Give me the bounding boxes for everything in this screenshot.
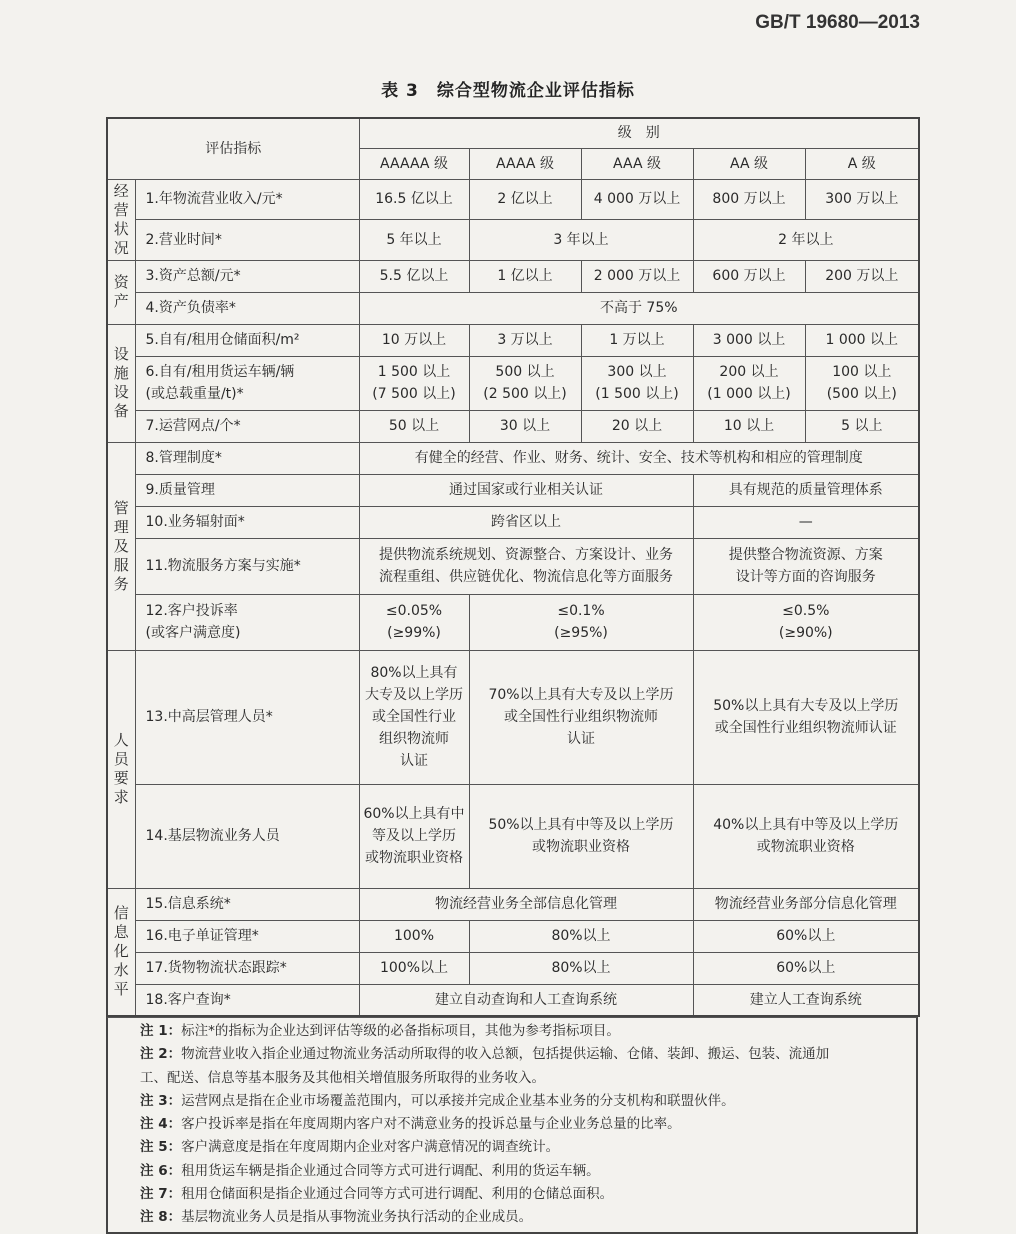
cell-line: 80%以上具有 [370,665,458,681]
category-operation: 经 营 状 况 [107,179,135,260]
table-notes [106,1017,918,1234]
cell-line: (7 500 以上) [372,386,456,402]
row-11-indicator: 11.物流服务方案与实施* [135,538,359,594]
cell [693,538,919,594]
cell-line: 提供整合物流资源、方案 [728,547,883,563]
note-text: 基层物流业务人员是指从事物流业务执行活动的企业成员。 [181,1209,533,1226]
cell-line: 或全国性行业组织物流师认证 [714,720,897,736]
cell-line: 或全国性行业 [372,709,456,725]
note-1 [140,1020,910,1043]
level-aaaa: AAAA 级 [469,148,581,179]
cell-line: (2 500 以上) [483,386,567,402]
row-18-indicator: 18.客户查询* [135,984,359,1016]
cell [469,594,693,650]
note-label: 注 3： [140,1092,182,1109]
cell [693,356,805,410]
note-6 [140,1160,910,1183]
cell: 80%以上 [469,920,693,952]
table-title: 表 3 综合型物流企业评估指标 [381,81,635,101]
cell: 5.5 亿以上 [359,260,469,292]
cell: 3 000 以上 [693,324,805,356]
cell: 1 亿以上 [469,260,581,292]
cell: 2 000 万以上 [581,260,693,292]
cell-line: 认证 [567,731,595,747]
note-label: 注 4： [140,1116,182,1133]
note-8 [140,1206,910,1229]
cell [359,784,469,888]
cell [469,356,581,410]
cell-line: 或全国性行业组织物流师 [504,709,658,725]
note-label: 注 6： [140,1162,182,1179]
row-10 [107,506,919,538]
cell-line: 大专及以上学历 [365,687,463,703]
cell: 300 万以上 [805,179,919,220]
indicator-table-wrapper [106,117,918,1234]
cell-line: (≥95%) [554,625,608,641]
cell [581,356,693,410]
row-13 [107,650,919,784]
cell: 1 000 以上 [805,324,919,356]
cell: 50 以上 [359,410,469,442]
cell-line: ≤0.1% [557,603,605,619]
note-4 [140,1113,910,1136]
cell: 16.5 亿以上 [359,179,469,220]
row-4-indicator: 4.资产负债率* [135,292,359,324]
cell-line: 500 以上 [495,364,555,380]
category-informatization: 信 息 化 水 平 [107,888,135,1016]
cell: 2 年以上 [693,220,919,261]
cell: 3 万以上 [469,324,581,356]
note-text: 客户满意度是指在年度周期内企业对客户满意情况的调查统计。 [181,1139,560,1156]
note-label: 注 5： [140,1139,182,1156]
note-label: 注 8： [140,1209,182,1226]
category-assets: 资 产 [107,260,135,324]
row-1-indicator: 1.年物流营业收入/元* [135,179,359,220]
cell-line: 组织物流师 [379,731,449,747]
cell [805,356,919,410]
cell-line: 或物流职业资格 [365,850,463,866]
note-2 [140,1043,910,1066]
header-level: 级 别 [359,118,919,148]
note-label: 注 2： [140,1046,182,1063]
cell: 100%以上 [359,952,469,984]
cell [693,650,919,784]
cell-line: 200 以上 [719,364,779,380]
category-management: 管 理 及 服 务 [107,442,135,650]
cell-line: (≥99%) [387,625,441,641]
cell-line: 1 500 以上 [377,364,451,380]
standard-number: GB/T 19680—2013 [755,12,920,33]
note-5 [140,1136,910,1159]
row-18 [107,984,919,1016]
cell: 60%以上 [693,952,919,984]
note-2-cont: 工、配送、信息等基本服务及其他相关增值服务所取得的业务收入。 [140,1069,545,1086]
cell-line: 60%以上具有中 [363,806,465,822]
note-label: 注 1： [140,1023,182,1039]
row-3-indicator: 3.资产总额/元* [135,260,359,292]
cell [693,784,919,888]
cell: 60%以上 [693,920,919,952]
cell: 20 以上 [581,410,693,442]
cell: 有健全的经营、作业、财务、统计、安全、技术等机构和相应的管理制度 [359,442,919,474]
note-label: 注 7： [140,1186,182,1203]
cell-line: 40%以上具有中等及以上学历 [713,817,899,833]
cell: 跨省区以上 [359,506,693,538]
category-facilities: 设 施 设 备 [107,324,135,442]
cell: — [693,506,919,538]
row-16-indicator: 16.电子单证管理* [135,920,359,952]
cell-line: 或物流职业资格 [756,839,855,855]
cell: 不高于 75% [359,292,919,324]
cell: 10 万以上 [359,324,469,356]
level-a: A 级 [805,148,919,179]
note-text: 租用仓储面积是指企业通过合同等方式可进行调配、利用的仓储总面积。 [181,1186,614,1203]
cell-line: 等及以上学历 [372,828,456,844]
row-12-indicator-line2: (或客户满意度) [145,625,241,641]
row-6 [107,356,919,410]
cell: 5 以上 [805,410,919,442]
cell-line: 300 以上 [607,364,667,380]
cell: 30 以上 [469,410,581,442]
cell: 具有规范的质量管理体系 [693,474,919,506]
row-17 [107,952,919,984]
note-text: 客户投诉率是指在年度周期内客户对不满意业务的投诉总量与企业业务总量的比率。 [181,1116,681,1133]
row-14-indicator: 14.基层物流业务人员 [135,784,359,888]
cell-line: ≤0.5% [782,603,830,619]
note-text: 物流营业收入指企业通过物流业务活动所取得的收入总额，包括提供运输、仓储、装卸、搬运、包装、流通加 [181,1046,830,1063]
cell [693,594,919,650]
row-9-indicator: 9.质量管理 [135,474,359,506]
row-7-indicator: 7.运营网点/个* [135,410,359,442]
row-12-indicator-line1: 12.客户投诉率 [145,603,238,619]
row-5 [107,324,919,356]
note-text: 标注*的指标为企业达到评估等级的必备指标项目，其他为参考指标项目。 [181,1023,620,1039]
row-8-indicator: 8.管理制度* [135,442,359,474]
row-2 [107,220,919,261]
cell-line: 或物流职业资格 [532,839,630,855]
cell-line: (500 以上) [826,386,897,402]
row-6-indicator-line1: 6.自有/租用货运车辆/辆 [145,364,295,380]
cell: 100% [359,920,469,952]
level-aaaaa: AAAAA 级 [359,148,469,179]
level-aaa: AAA 级 [581,148,693,179]
row-9 [107,474,919,506]
category-personnel: 人 员 要 求 [107,650,135,888]
note-3 [140,1090,910,1113]
cell: 物流经营业务全部信息化管理 [359,888,693,920]
row-5-indicator: 5.自有/租用仓储面积/m² [135,324,359,356]
cell: 10 以上 [693,410,805,442]
cell-line: 提供物流系统规划、资源整合、方案设计、业务 [379,547,673,563]
cell-line: 流程重组、供应链优化、物流信息化等方面服务 [379,569,673,585]
note-text: 租用货运车辆是指企业通过合同等方式可进行调配、利用的货运车辆。 [181,1162,600,1179]
row-10-indicator: 10.业务辐射面* [135,506,359,538]
row-8 [107,442,919,474]
cell-line: 设计等方面的咨询服务 [735,569,876,585]
row-16 [107,920,919,952]
row-14 [107,784,919,888]
note-text: 运营网点是指在企业市场覆盖范围内，可以承接并完成企业基本业务的分支机构和联盟伙伴。 [181,1092,735,1109]
level-aa: AA 级 [693,148,805,179]
cell: 2 亿以上 [469,179,581,220]
row-12 [107,594,919,650]
cell-line: 70%以上具有大专及以上学历 [488,687,674,703]
cell: 4 000 万以上 [581,179,693,220]
cell-line: ≤0.05% [385,603,443,619]
cell: 600 万以上 [693,260,805,292]
cell: 80%以上 [469,952,693,984]
cell [359,356,469,410]
cell: 建立人工查询系统 [693,984,919,1016]
cell-line: 50%以上具有中等及以上学历 [488,817,674,833]
cell [469,784,693,888]
cell: 通过国家或行业相关认证 [359,474,693,506]
cell: 1 万以上 [581,324,693,356]
row-7 [107,410,919,442]
row-15-indicator: 15.信息系统* [135,888,359,920]
cell-line: 认证 [400,753,428,769]
row-2-indicator: 2.营业时间* [135,220,359,261]
row-15 [107,888,919,920]
cell-line: (≥90%) [778,625,833,641]
row-6-indicator-line2: (或总载重量/t)* [145,386,244,402]
cell [469,650,693,784]
cell [359,538,693,594]
row-11 [107,538,919,594]
row-3 [107,260,919,292]
cell: 800 万以上 [693,179,805,220]
cell: 5 年以上 [359,220,469,261]
cell: 3 年以上 [469,220,693,261]
row-13-indicator: 13.中高层管理人员* [135,650,359,784]
header-row [107,118,919,148]
row-17-indicator: 17.货物物流状态跟踪* [135,952,359,984]
row-12-indicator [135,594,359,650]
cell [359,594,469,650]
row-1 [107,179,919,220]
cell: 建立自动查询和人工查询系统 [359,984,693,1016]
header-indicator: 评估指标 [107,118,359,179]
cell-line: (1 000 以上) [707,386,791,402]
cell [359,650,469,784]
cell-line: 50%以上具有大专及以上学历 [713,698,899,714]
row-4 [107,292,919,324]
note-7 [140,1183,910,1206]
cell: 物流经营业务部分信息化管理 [693,888,919,920]
cell: 200 万以上 [805,260,919,292]
row-6-indicator [135,356,359,410]
cell-line: (1 500 以上) [595,386,679,402]
cell-line: 100 以上 [832,364,892,380]
indicator-table [106,117,920,1017]
